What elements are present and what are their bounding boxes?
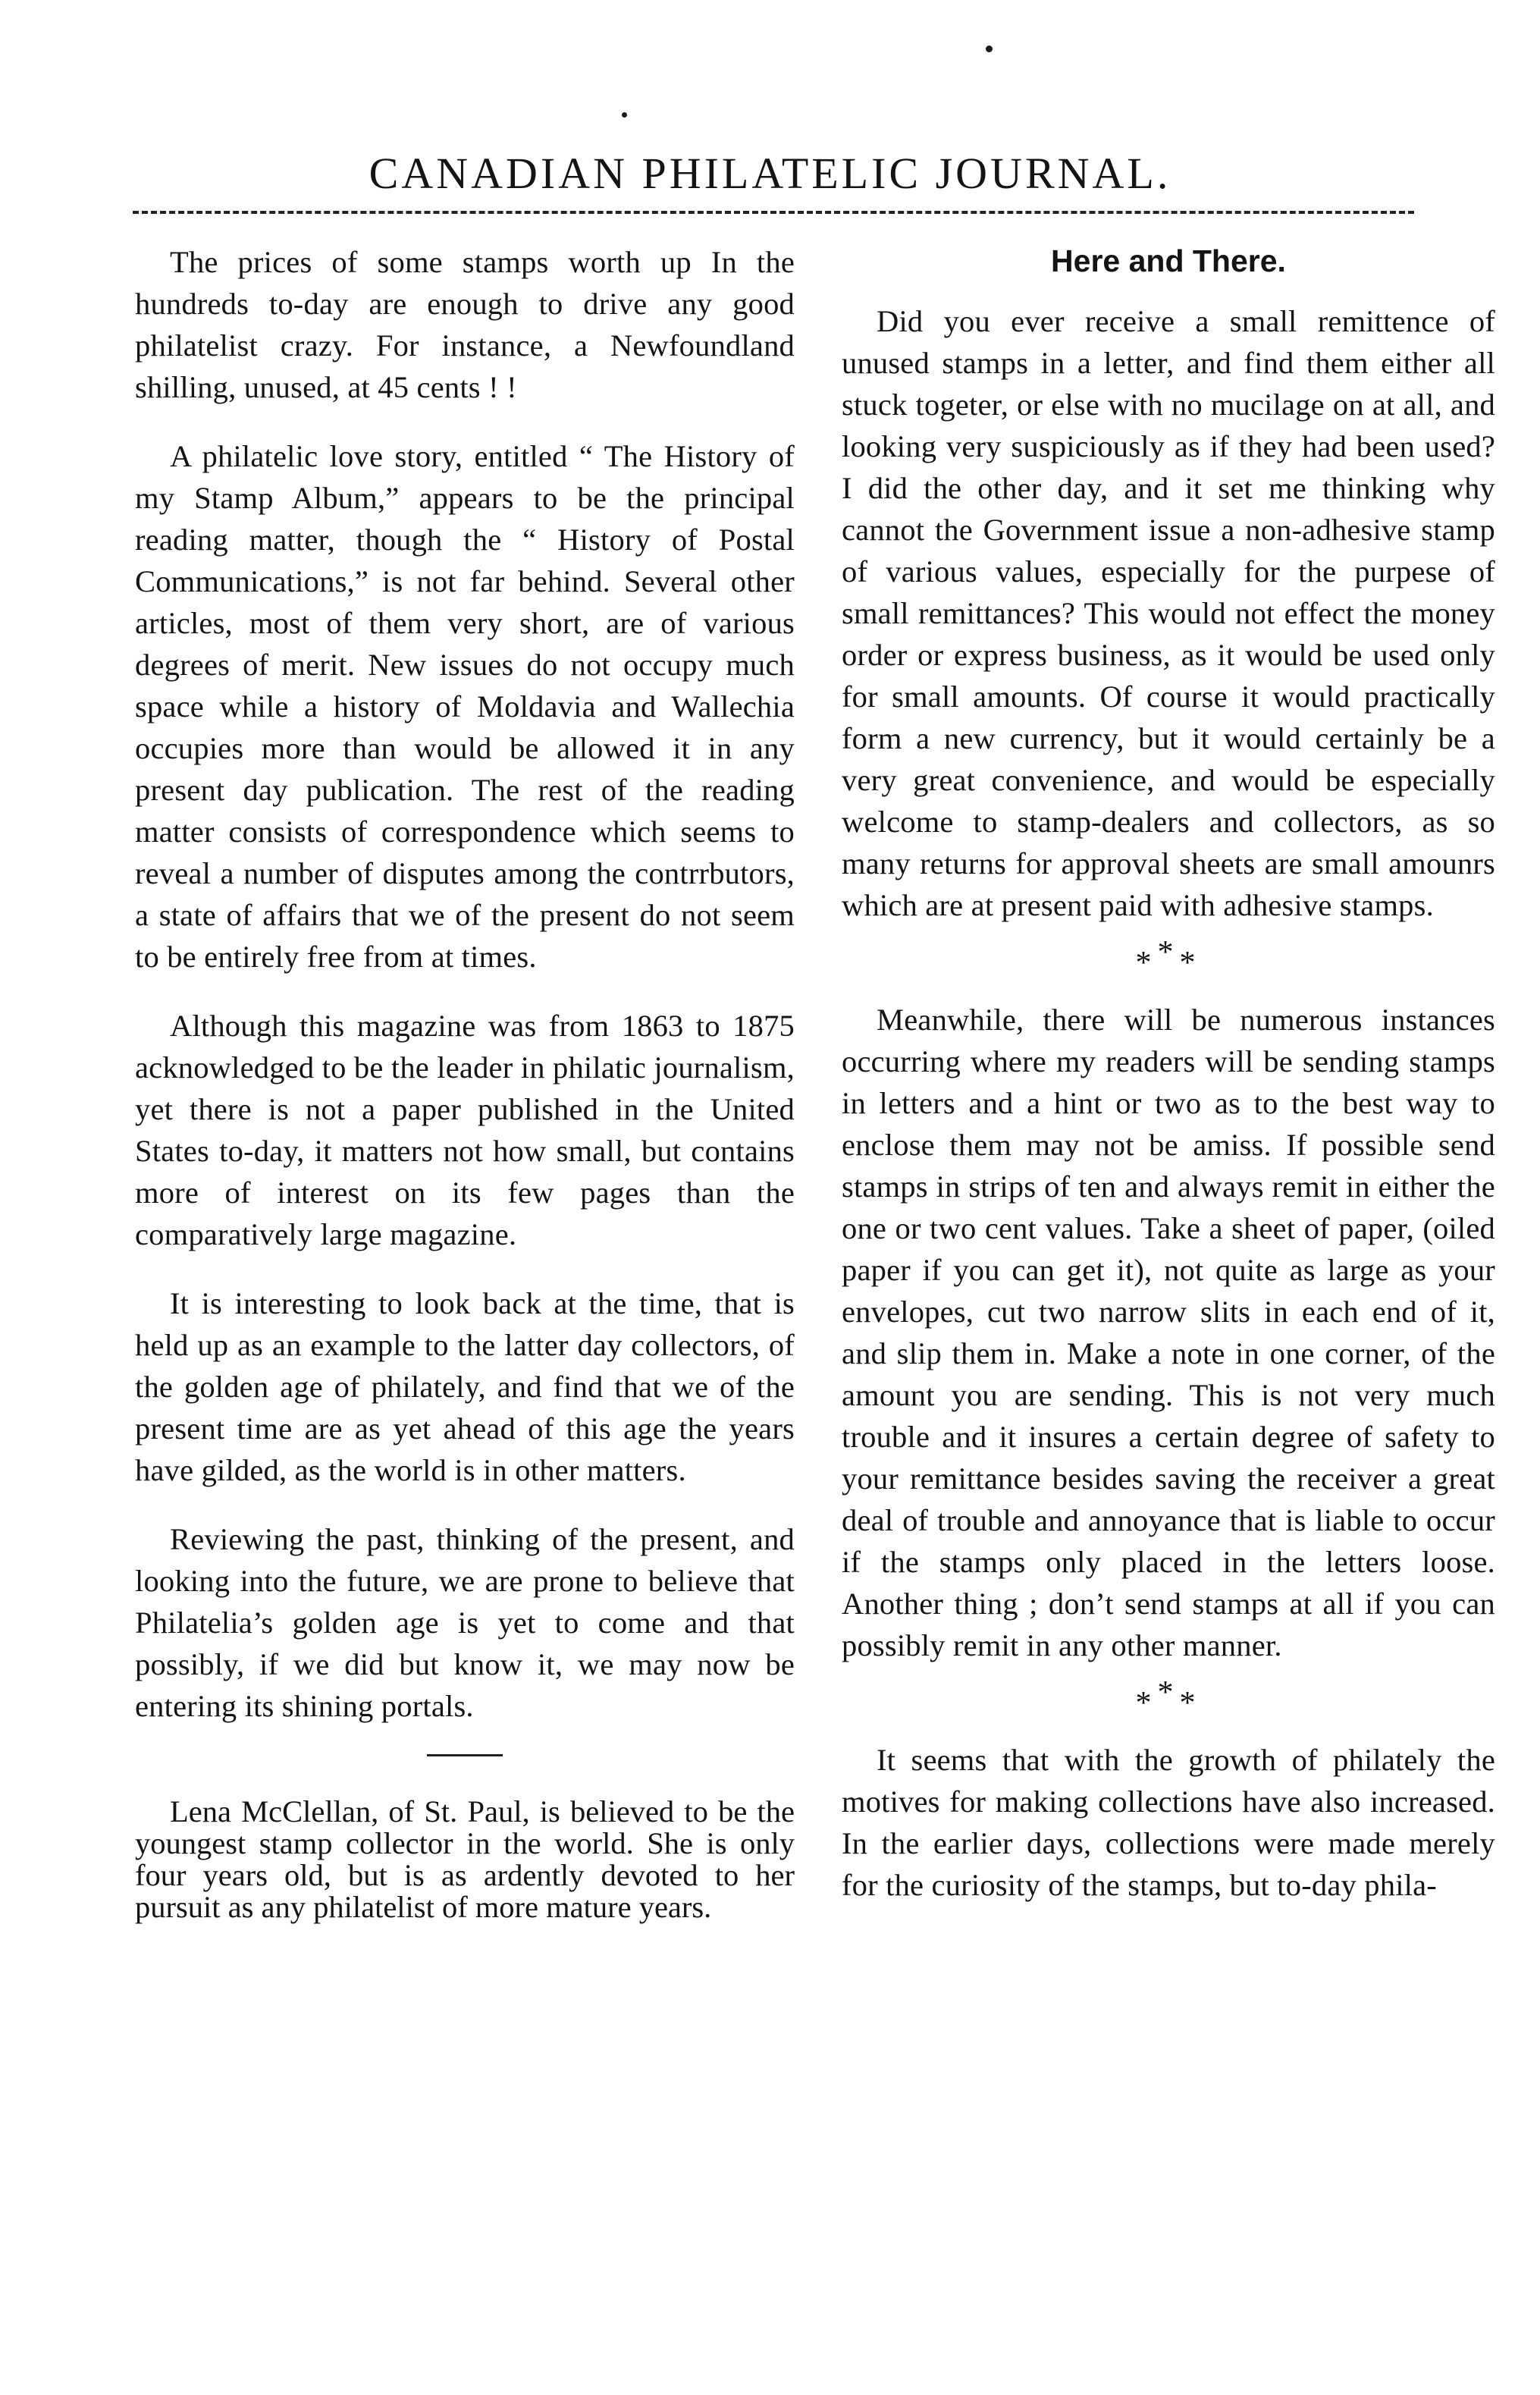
ink-speck (622, 112, 627, 118)
asterisk: * (1157, 935, 1180, 970)
paragraph: It is interesting to look back at the time, that is held up as an example to the latter day collectors, of the golden age of philately, and find that we of the present time are as yet ahead of this age the years have gilded, as the world is in other matters. (135, 1286, 795, 1487)
right-column (842, 241, 1495, 1933)
section-divider (427, 1754, 503, 1756)
paragraph: Reviewing the past, thinking of the present, and looking into the future, we are prone to believe that Philatelia’s golden age is yet to come and that possibly, if we did but know it, we may now be entering its shining portals. (135, 1522, 795, 1723)
paragraph: Although this magazine was from 1863 to 1875 acknowledged to be the leader in philatic journalism, yet there is not a paper published in the United States to-day, it matters not how small, but contains more of interest on its few pages than the comparatively large magazine. (135, 1009, 795, 1251)
paragraph: Meanwhile, there will be numerous instances occurring where my readers will be sending stamps in letters and a hint or two as to the best way to enclose them may not be amiss. If possible send stamps in strips of ten and always remit in either the one or two cent values. Take a sheet of paper, (oiled paper if you can get it), not quite as large as your envelopes, cut two narrow slits in each end of it, and slip them in. Make a note in one corner, of the amount you are sending. This is not very much trouble and it insures a certain degree of safety to your remittance besides saving the receiver a great deal of trouble and annoyance that is liable to occur if the stamps only placed in the letters loose. Another thing ; don’t send stamps at all if you can possibly remit in any other manner. (842, 1003, 1495, 1662)
header-rule (133, 211, 1414, 214)
journal-title: CANADIAN PHILATELIC JOURNAL. (369, 149, 1171, 198)
ink-speck (986, 46, 993, 52)
left-column (135, 241, 795, 1923)
asterisk: * (1135, 946, 1158, 981)
asterisk: * (1135, 1686, 1158, 1721)
asterism-separator (842, 1675, 1495, 1721)
asterism-separator (842, 935, 1495, 981)
asterisk: * (1157, 1675, 1180, 1710)
asterisk: * (1179, 946, 1202, 981)
news-note: Lena McClellan, of St. Paul, is believed to be the youngest stamp collector in the world. She is only four years old, but is as ardently devoted to her pursuit as any philatelist of more mature years. (135, 1794, 795, 1924)
paragraph: It seems that with the growth of philately the motives for making collections have also increased. In the earlier days, collections were made merely for the curiosity of the stamps, but to-day phila- (842, 1743, 1495, 1902)
paragraph: Did you ever receive a small remittence of unused stamps in a letter, and find them either all stuck togeter, or else with no mucilage on at all, and looking very suspiciously as if they had been used? I did the other day, and it set me thinking why cannot the Government issue a non-adhesive stamp of various values, especially for the purpese of small remittances? This would not effect the money order or express business, as it would be used only for small amounts. Of course it would practically form a new currency, but it would certainly be a very great convenience, and would be especially welcome to stamp-dealers and collectors, as so many returns for approval sheets are small amounrs which are at present paid with adhesive stamps. (842, 304, 1495, 922)
section-heading: Here and There. (1051, 243, 1286, 278)
paragraph: The prices of some stamps worth up In the hundreds to-day are enough to drive any good philatelist crazy. For instance, a Newfoundland shilling, unused, at 45 cents ! ! (135, 245, 795, 404)
paragraph: A philatelic love story, entitled “ The History of my Stamp Album,” appears to be the principal reading matter, though the “ History of Postal Communications,” is not far behind. Several other articles, most of them very short, are of various degrees of merit. New issues do not occupy much space while a history of Moldavia and Wallechia occupies more than would be allowed it in any present day publication. The rest of the reading matter consists of correspondence which seems to reveal a number of disputes among the contrrbutors, a state of affairs that we of the present do not seem to be entirely free from at times. (135, 439, 795, 974)
asterisk: * (1179, 1686, 1202, 1721)
